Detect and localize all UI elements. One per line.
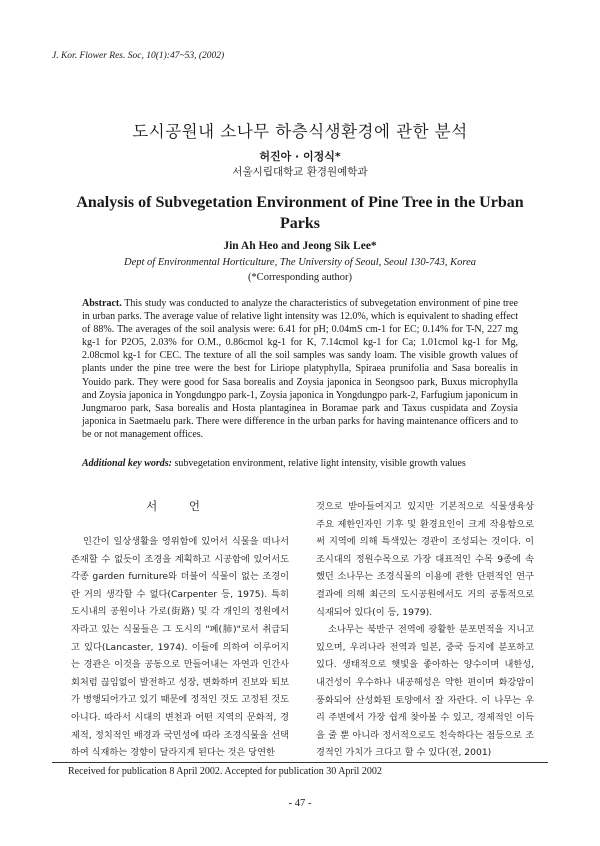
section-heading-introduction: 서 언: [146, 499, 214, 513]
title-english: Analysis of Subvegetation Environment of Pine Tree in the Urban Parks: [76, 194, 524, 232]
footnote-rule: [52, 762, 548, 763]
page-number: - 47 -: [288, 798, 312, 809]
intro-paragraph-continued: 것으로 받아들여지고 있지만 기본적으로 식물생육상 주요 제한인자인 기후 및 환경요인이 크게 작용함으로써 지역에 의해 특색있는 경관이 조성되는 것이다. 이조시대의 정원수목으로 가장 대표적인 수목 9종에 속했던 소나무는 조경식물의 이용에 관한 단편적인 연구결과에 의해 최근의 도시공원에서도 거의 공통적으로 식재되어 있다(이 등, 1979).: [316, 501, 534, 618]
abstract-lead: Abstract.: [82, 298, 122, 309]
authors-korean: 허진아 · 이정식*: [259, 150, 341, 163]
key-words-text: subvegetation environment, relative light intensity, visible growth values: [174, 458, 466, 469]
abstract-text: This study was conducted to analyze the characteristics of subvegetation environment of pine tree in urban parks. The average value of relative light intensity was 12.0%, which is equivalent to shading effect of 88%. The averages of the soil analysis were: 6.41 for pH; 0.04mS cm-1 for EC; 0.14% for T-N, 227 mg kg-1 for P2O5, 2.03% for O.M., 0.86cmol kg-1 for K, 7.14cmol kg-1 for Ca; 1.01cmol kg-1 for Mg, 2.08cmol kg-1 for CEC. The texture of all the soil samples was sandy loam. The visible growth values of plants under the pine tree were the best for Liriope platyphylla, Spiraea prunifolia and Sasa borealis in Youido park. They were good for Sasa borealis and Zoysia japonica in Seongsoo park, Buxus microphylla and Zoysia japonica in Yongdungpo park-1, Zoysia japonica in Yongdungpo park-2, Farfugium japonicum in Jungmaroo park, Sasa borealis and Hosta plantaginea in Boramae park and Taxus cuspidata and Zoysia japonica in Saetmaelu park. There were difference in the urban parks for having maintenance officers and to be or not management offices.: [82, 298, 518, 440]
key-words-lead: Additional key words:: [82, 458, 173, 469]
corresponding-author-note: (*Corresponding author): [247, 272, 353, 283]
intro-paragraph-left: 인간이 일상생활을 영위함에 있어서 식물을 떠나서 존재할 수 없듯이 조경을 계획하고 시공함에 있어서도 각종 garden furniture와 더불어 식물이 없는 조경이란 거의 생각할 수 없다(Carpenter 등, 1975). 특히 도시내의 공원이나 가로(街路) 및 각 개인의 정원에서 자라고 있는 식물들은 그 도시의 "폐(肺)"로서 취급되고 있다(Lancaster, 1974). 이들에 의하여 이루어지는 경관은 이것을 공동으로 만들어내는 자연과 인간사회처럼 끊임없이 발전하고 성장, 변화하며 진보와 퇴보가 병행되어가고 있기 때문에 정적인 것도 고정된 것도 아니다. 따라서 시대의 변천과 어떤 지역의 문화적, 경제적, 정치적인 배경과 국민성에 따라 조경식물을 선택하여 식재하는 경향이 달라지게 된다는 것은 당연한: [71, 536, 289, 759]
body-column-left: [71, 498, 289, 762]
authors-english: Jin Ah Heo and Jeong Sik Lee*: [223, 240, 377, 252]
body-column-right: [316, 498, 534, 762]
affiliation-korean: 서울시립대학교 환경원예학과: [232, 166, 368, 178]
running-head: J. Kor. Flower Res. Soc, 10(1):47~53, (2002): [52, 51, 225, 61]
intro-paragraph-2: 소나무는 북반구 전역에 광활한 분포면적을 지니고 있으며, 우리나라 전역과 일본, 중국 등지에 분포하고 있다. 생태적으로 햇빛을 좋아하는 양수이며 내한성, 내건성이 우수하나 내공해성은 약한 편이며 화강암이 풍화되어 산성화된 토양에서 잘 자란다. 이 나무는 우리 주변에서 가장 쉽게 찾아볼 수 있고, 경제적인 이득을 줄 뿐 아니라 정서적으로도 친숙하다는 점등으로 조경적인 가치가 크다고 할 수 있다(전, 2001): [316, 624, 534, 759]
received-note: Received for publication 8 April 2002. Accepted for publication 30 April 2002: [68, 766, 382, 777]
affiliation-english: Dept of Environmental Horticulture, The University of Seoul, Seoul 130-743, Korea: [124, 257, 476, 268]
key-words: [82, 457, 518, 470]
title-korean: 도시공원내 소나무 하층식생환경에 관한 분석: [132, 122, 468, 141]
abstract: [82, 297, 518, 441]
